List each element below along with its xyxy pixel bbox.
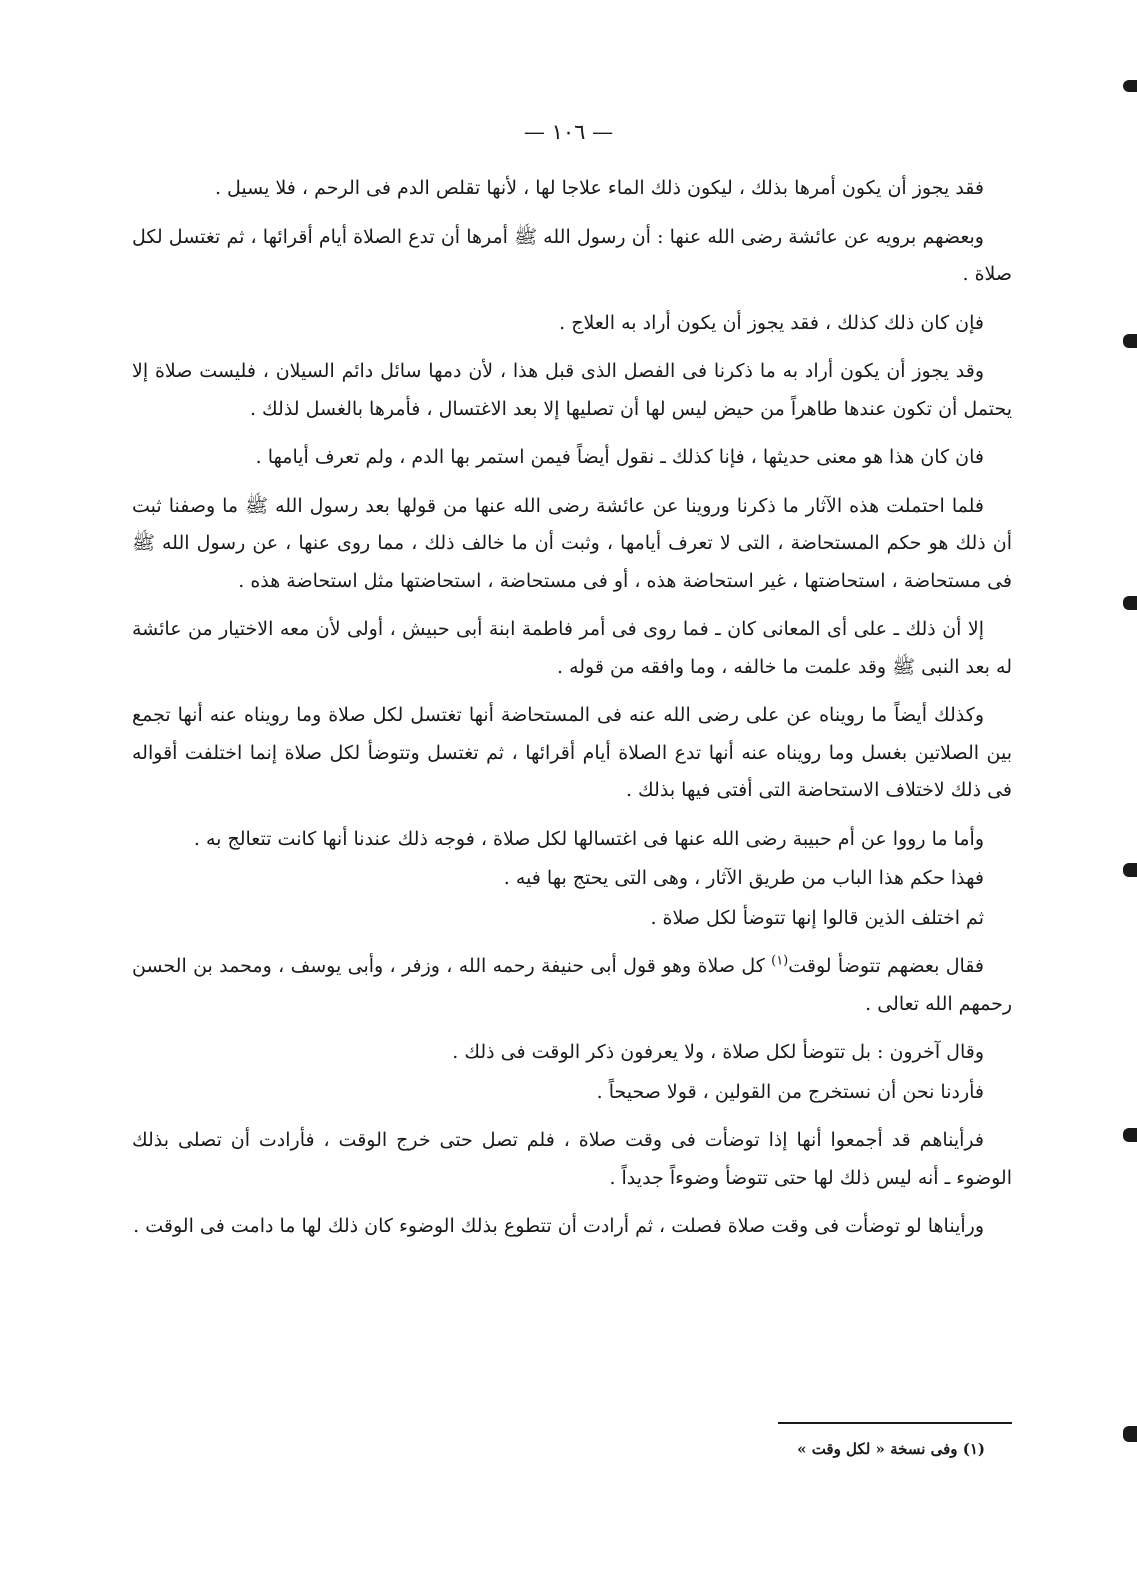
paragraph: فهذا حكم هذا الباب من طريق الآثار ، وهى التى يحتج بها فيه .: [503, 867, 984, 889]
paragraph-text-start: فقال بعضهم تتوضأ لوقت: [788, 955, 985, 977]
scan-edge-mark: [1123, 596, 1137, 610]
page-number: — ١٠٦ —: [523, 120, 614, 144]
paragraph: فان كان هذا هو معنى حديثها ، فإنا كذلك ـ نقول أيضاً فيمن استمر بها الدم ، ولم تعرف أيامها .: [255, 446, 984, 468]
paragraph: فقد يجوز أن يكون أمرها بذلك ، ليكون ذلك الماء علاجا لها ، لأنها تقلص الدم فى الرحم ، فلا يسيل .: [214, 177, 984, 199]
paragraph-text-end: كل صلاة وهو قول أبى حنيفة رحمه الله ، وزفر ، وأبى يوسف ، ومحمد بن الحسن رحمهم الله تعالى .: [132, 955, 1012, 1015]
paragraph: وقال آخرون : بل تتوضأ لكل صلاة ، ولا يعرفون ذكر الوقت فى ذلك .: [452, 1041, 984, 1063]
footnote-reference: (١): [771, 953, 789, 969]
paragraph: وأما ما رووا عن أم حبيبة رضى الله عنها فى اغتسالها لكل صلاة ، فوجه ذلك عندنا أنها كانت تتعالج به .: [193, 827, 984, 850]
scan-edge-mark: [1123, 334, 1137, 348]
scan-edge-mark: [1123, 1426, 1137, 1442]
paragraph: فإن كان ذلك كذلك ، فقد يجوز أن يكون أراد به العلاج .: [559, 311, 984, 334]
paragraph: وقد يجوز أن يكون أراد به ما ذكرنا فى الفصل الذى قبل هذا ، لأن دمها سائل دائم السيلان ، فليست صلاة إلا يحتمل أن تكون عندها طاهراً من حيض ليس لها أن تصليها إلا بعد الاغتسال ، فأمرها بالغسل لذلك .: [132, 360, 1012, 420]
paragraph: فلما احتملت هذه الآثار ما ذكرنا وروينا عن عائشة رضى الله عنها من قولها بعد رسول الله ﷺ ما وصفنا ثبت أن ذلك هو حكم المستحاضة ، التى لا تعرف أيامها ، وثبت أن ما خالف ذلك ، مما روى عنها ، عن رسول الله ﷺ فى مستحاضة ، استحاضتها ، غير استحاضة هذه ، أو فى مستحاضة ، استحاضتها مثل استحاضة هذه .: [132, 494, 1012, 592]
body-text: [132, 170, 1012, 1257]
paragraph: ثم اختلف الذين قالوا إنها تتوضأ لكل صلاة .: [650, 906, 984, 929]
paragraph: وبعضهم برويه عن عائشة رضى الله عنها : أن رسول الله ﷺ أمرها أن تدع الصلاة أيام أقرائها ، ثم تغتسل لكل صلاة .: [132, 225, 1012, 285]
scan-edge-mark: [1123, 80, 1137, 92]
scan-edge-mark: [1123, 863, 1137, 877]
paragraph-with-footnote-ref: [132, 948, 1012, 1023]
scan-edge-mark: [1123, 1128, 1137, 1142]
footnote: (١) وفى نسخة « لكل وقت »: [797, 1440, 985, 1458]
paragraph: فأردنا نحن أن نستخرج من القولين ، قولا صحيحاً .: [596, 1080, 984, 1103]
paragraph: فرأيناهم قد أجمعوا أنها إذا توضأت فى وقت صلاة ، فلم تصل حتى خرج الوقت ، فأرادت أن تصلى بذلك الوضوء ـ أنه ليس ذلك لها حتى تتوضأ وضوءاً جديداً .: [132, 1129, 1012, 1189]
paragraph: ورأيناها لو توضأت فى وقت صلاة فصلت ، ثم أرادت أن تتطوع بذلك الوضوء كان ذلك لها ما دامت فى الوقت .: [133, 1215, 984, 1237]
paragraph: إلا أن ذلك ـ على أى المعانى كان ـ فما روى فى أمر فاطمة ابنة أبى حبيش ، أولى لأن معه الاختيار من عائشة له بعد النبى ﷺ وقد علمت ما خالفه ، وما وافقه من قوله .: [132, 618, 1012, 678]
paragraph: وكذلك أيضاً ما رويناه عن على رضى الله عنه فى المستحاضة أنها تغتسل لكل صلاة وما رويناه عنه أنها تجمع بين الصلاتين بغسل وما رويناه عنه أنها تدع الصلاة أيام أقرائها ، ثم تغتسل وتتوضأ لكل صلاة إنما اختلفت أقواله فى ذلك لاختلاف الاستحاضة التى أفتى فيها بذلك .: [132, 704, 1012, 801]
footnote-divider: [778, 1422, 1012, 1424]
